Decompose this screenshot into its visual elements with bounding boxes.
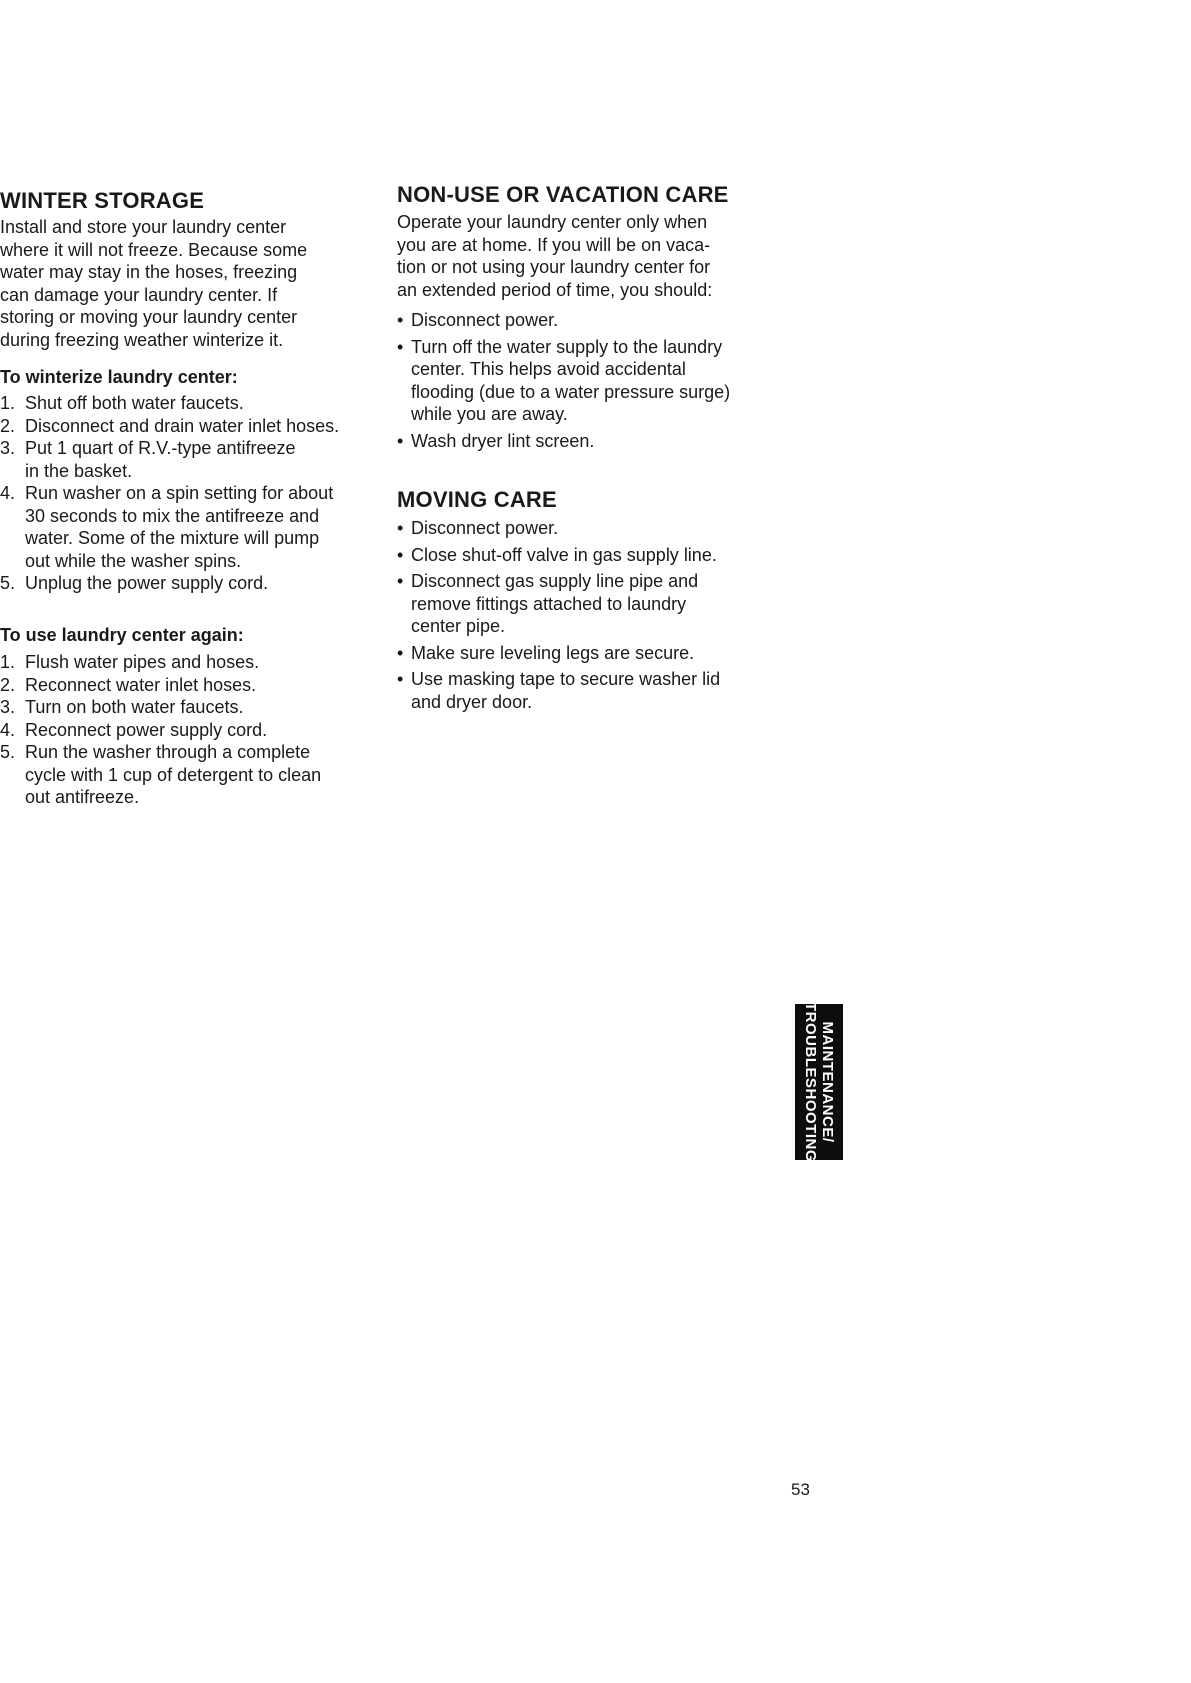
winterize-steps-list <box>0 392 339 595</box>
moving-bullets-list <box>397 517 720 717</box>
winter-intro-line: where it will not freeze. Because some <box>0 239 308 260</box>
step-text-line: Unplug the power supply cord. <box>25 573 269 593</box>
bullet-text-line: and dryer door. <box>411 691 533 712</box>
step-number: 4. <box>0 483 16 503</box>
vacation-intro <box>397 211 712 301</box>
vacation-intro-line: an extended period of time, you should: <box>397 279 713 300</box>
side-tab-label <box>802 1002 836 1162</box>
bullet-icon: • <box>397 669 404 689</box>
step-item <box>0 482 339 572</box>
step-item <box>0 651 321 674</box>
winter-intro-line: water may stay in the hoses, freezing <box>0 262 298 282</box>
bullet-text-line: Use masking tape to secure washer lid <box>411 669 721 689</box>
vacation-care-title: NON-USE OR VACATION CARE <box>397 182 729 207</box>
step-text-line: Shut off both water faucets. <box>25 393 244 413</box>
step-text-line: water. Some of the mixture will pump <box>25 528 320 548</box>
winter-intro <box>0 216 307 351</box>
page-number: 53 <box>791 1480 810 1499</box>
step-item <box>0 719 321 742</box>
bullet-text-line: center pipe. <box>411 616 506 636</box>
bullet-item <box>397 430 730 453</box>
step-text-line: Put 1 quart of R.V.-type antifreeze <box>25 438 296 458</box>
moving-care-title: MOVING CARE <box>397 487 557 512</box>
step-text-line: in the basket. <box>25 460 133 481</box>
step-text-line: Flush water pipes and hoses. <box>25 652 260 672</box>
side-tab-line: TROUBLESHOOTING <box>802 1002 819 1162</box>
winter-storage-title: WINTER STORAGE <box>0 188 205 213</box>
bullet-text-line: while you are away. <box>411 404 568 424</box>
bullet-text-line: Turn off the water supply to the laundry <box>411 336 723 357</box>
step-text-line: cycle with 1 cup of detergent to clean <box>25 764 322 785</box>
section-side-tab <box>795 1004 843 1160</box>
step-item <box>0 415 339 438</box>
bullet-text-line: flooding (due to a water pressure surge) <box>411 381 731 402</box>
bullet-text-line: Disconnect power. <box>411 310 559 330</box>
step-text-line: Reconnect water inlet hoses. <box>25 674 257 695</box>
winter-intro-line: Install and store your laundry center <box>0 217 287 237</box>
step-number: 3. <box>0 697 16 717</box>
winterize-heading: To winterize laundry center: <box>0 367 238 387</box>
vacation-intro-line: tion or not using your laundry center for <box>397 257 711 277</box>
step-text-line: Turn on both water faucets. <box>25 697 244 717</box>
use-again-heading: To use laundry center again: <box>0 625 244 645</box>
step-number: 2. <box>0 674 16 695</box>
bullet-item <box>397 309 730 332</box>
step-item <box>0 696 321 719</box>
step-number: 1. <box>0 393 16 413</box>
bullet-item <box>397 642 720 665</box>
step-item <box>0 392 339 415</box>
step-item <box>0 674 321 697</box>
step-number: 1. <box>0 652 16 672</box>
vacation-bullets-list <box>397 309 730 456</box>
bullet-icon: • <box>397 518 404 538</box>
step-text-line: out while the washer spins. <box>25 550 242 571</box>
vacation-intro-line: you are at home. If you will be on vaca- <box>397 234 711 255</box>
step-item <box>0 572 339 595</box>
bullet-icon: • <box>397 642 404 663</box>
step-text-line: out antifreeze. <box>25 787 140 807</box>
winter-intro-line: during freezing weather winterize it. <box>0 329 284 350</box>
bullet-text-line: Disconnect gas supply line pipe and <box>411 571 699 591</box>
step-number: 2. <box>0 415 16 436</box>
step-item <box>0 741 321 809</box>
bullet-text-line: Make sure leveling legs are secure. <box>411 642 695 663</box>
bullet-icon: • <box>397 310 404 330</box>
bullet-text-line: Wash dryer lint screen. <box>411 430 595 451</box>
bullet-item <box>397 517 720 540</box>
step-text-line: Disconnect and drain water inlet hoses. <box>25 415 340 436</box>
bullet-text-line: Close shut-off valve in gas supply line. <box>411 544 717 565</box>
bullet-icon: • <box>397 430 404 451</box>
side-tab-line: MAINTENANCE/ <box>819 1021 836 1143</box>
step-text-line: Reconnect power supply cord. <box>25 719 268 740</box>
step-number: 3. <box>0 438 16 458</box>
step-item <box>0 437 339 482</box>
step-number: 5. <box>0 742 16 762</box>
step-text-line: 30 seconds to mix the antifreeze and <box>25 505 320 526</box>
step-number: 4. <box>0 719 16 740</box>
winter-intro-line: storing or moving your laundry center <box>0 307 298 327</box>
bullet-text-line: remove fittings attached to laundry <box>411 593 687 614</box>
bullet-text-line: Disconnect power. <box>411 518 559 538</box>
bullet-text-line: center. This helps avoid accidental <box>411 359 686 379</box>
step-text-line: Run the washer through a complete <box>25 742 311 762</box>
bullet-item <box>397 544 720 567</box>
bullet-icon: • <box>397 544 404 565</box>
bullet-item <box>397 336 730 426</box>
bullet-item <box>397 668 720 713</box>
bullet-icon: • <box>397 336 404 357</box>
winter-intro-line: can damage your laundry center. If <box>0 284 278 305</box>
step-text-line: Run washer on a spin setting for about <box>25 483 334 503</box>
vacation-intro-line: Operate your laundry center only when <box>397 212 708 232</box>
use-again-steps-list <box>0 651 321 809</box>
bullet-item <box>397 570 720 638</box>
bullet-icon: • <box>397 571 404 591</box>
step-number: 5. <box>0 573 16 593</box>
